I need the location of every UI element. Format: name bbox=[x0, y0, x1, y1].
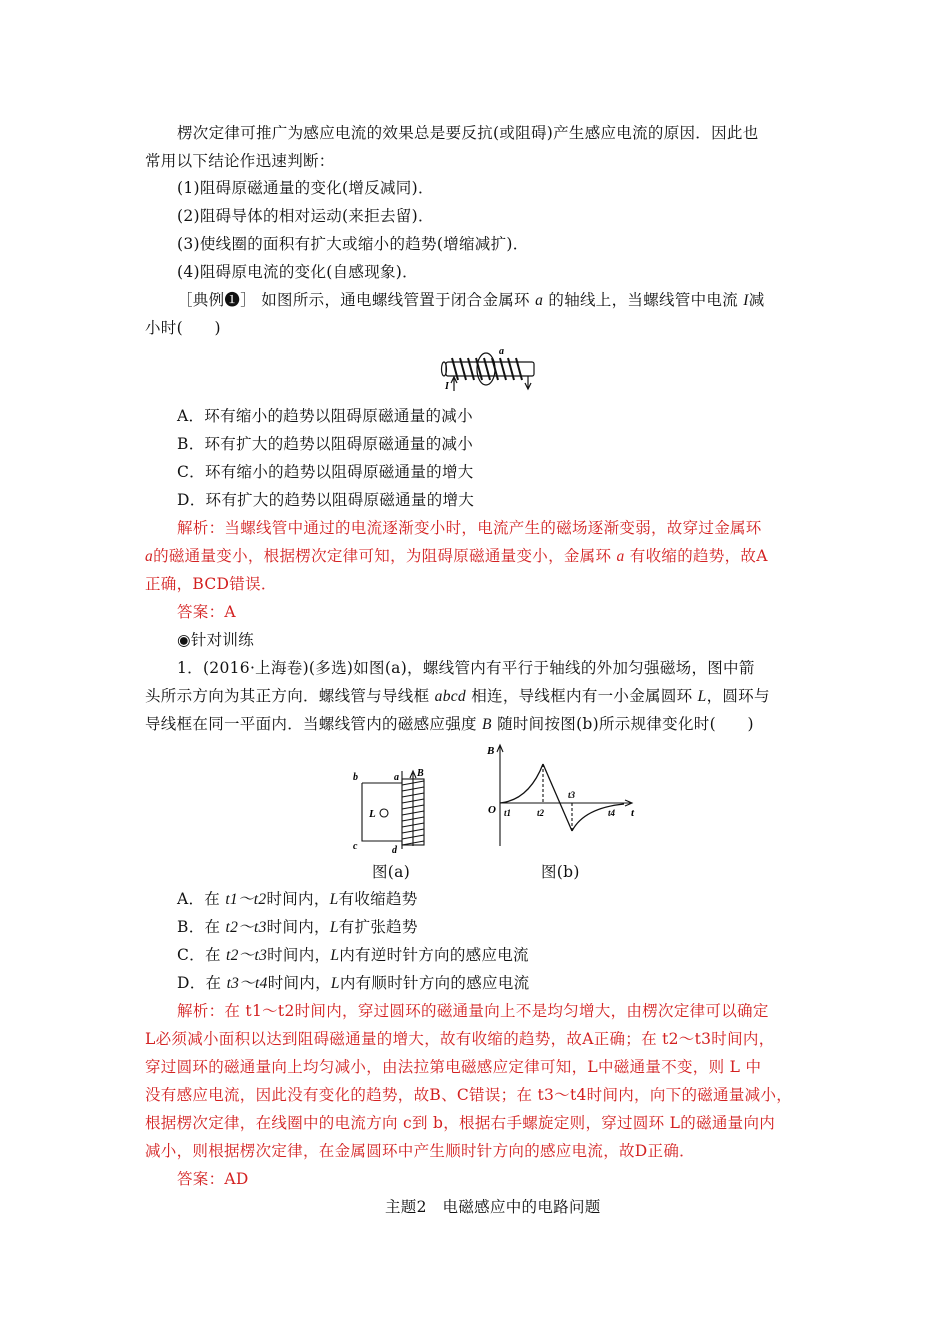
analysis-text: 有收缩的趋势，故A bbox=[629, 547, 768, 565]
example-tag: ［典例❶］ bbox=[177, 291, 257, 309]
option-prefix: C．在 bbox=[177, 946, 221, 964]
training-q1-line-2 bbox=[145, 686, 770, 707]
example1-option-a: A．环有缩小的趋势以阻碍原磁通量的减小 bbox=[177, 407, 473, 425]
var-a: a bbox=[535, 292, 544, 309]
question-text: 随时间按图(b)所示规律变化时( ) bbox=[497, 715, 754, 733]
answer-value: A bbox=[224, 603, 236, 621]
example1-option-c: C．环有缩小的趋势以阻碍原磁通量的增大 bbox=[177, 463, 474, 481]
example1-question-line-1 bbox=[177, 290, 765, 311]
training-option-b bbox=[177, 917, 418, 938]
intro-line-2: 常用以下结论作迅速判断： bbox=[145, 152, 335, 170]
question-text: ，圆环与 bbox=[706, 687, 770, 705]
example1-analysis-line-2 bbox=[145, 546, 768, 567]
intro-item-2: (2)阻碍导体的相对运动(来拒去留)． bbox=[177, 207, 434, 225]
label-L: L bbox=[369, 808, 376, 820]
label-d: d bbox=[392, 845, 397, 855]
curve-recover bbox=[572, 804, 624, 831]
analysis-text: 当螺线管中通过的电流逐渐变小时，电流产生的磁场逐渐变弱，故穿过金属环 bbox=[224, 519, 762, 537]
label-I: I bbox=[445, 381, 449, 392]
label-a: a bbox=[499, 346, 504, 357]
training-analysis-line-1 bbox=[177, 1001, 769, 1021]
label-b: b bbox=[353, 772, 358, 783]
metal-ring-L bbox=[380, 809, 388, 817]
var-a: a bbox=[145, 548, 154, 565]
question-text: 导线框在同一平面内．当螺线管内的磁感应强度 bbox=[145, 715, 477, 733]
question-text: 头所示方向为其正方向．螺线管与导线框 bbox=[145, 687, 430, 705]
example1-option-b: B．环有扩大的趋势以阻碍原磁通量的减小 bbox=[177, 435, 474, 453]
var-L: L bbox=[330, 975, 340, 992]
question-text: 如图所示，通电螺线管置于闭合金属环 bbox=[261, 291, 530, 309]
analysis-label: 解析： bbox=[177, 519, 225, 537]
answer-label: 答案： bbox=[177, 1170, 225, 1188]
figure-a-caption: 图(a) bbox=[372, 863, 411, 881]
label-c: c bbox=[353, 841, 358, 852]
time-range: t3～t4 bbox=[226, 975, 268, 992]
question-text: 减 bbox=[748, 291, 765, 309]
var-L: L bbox=[697, 688, 707, 705]
label-a: a bbox=[394, 772, 399, 783]
var-L: L bbox=[329, 891, 339, 908]
var-L: L bbox=[330, 947, 340, 964]
var-B: B bbox=[482, 716, 492, 733]
training-analysis-line-4: 没有感应电流，因此没有变化的趋势，故B、C错误；在 t3～t4时间内，向下的磁通量减小， bbox=[145, 1086, 793, 1104]
analysis-text: 的磁通量变小，根据楞次定律可知，为阻碍原磁通量变小，金属环 bbox=[153, 547, 612, 565]
intro-line-1: 楞次定律可推广为感应电流的效果总是要反抗(或阻碍)产生感应电流的原因．因此也 bbox=[177, 124, 759, 142]
example1-option-d: D．环有扩大的趋势以阻碍原磁通量的增大 bbox=[177, 491, 475, 509]
time-range: t1～t2 bbox=[225, 891, 267, 908]
option-text: 时间内， bbox=[267, 946, 331, 964]
intro-item-4: (4)阻碍原电流的变化(自感现象)． bbox=[177, 263, 418, 281]
question-text: 相连，导线框内有一小金属圆环 bbox=[471, 687, 693, 705]
option-text: 内有顺时针方向的感应电流 bbox=[339, 974, 530, 992]
next-topic-heading: 主题2 电磁感应中的电路问题 bbox=[385, 1198, 601, 1216]
figure-b-graph bbox=[484, 740, 644, 852]
option-text: 时间内， bbox=[266, 890, 330, 908]
training-analysis-line-2: L必须减小面积以达到阻碍磁通量的增大，故有收缩的趋势，故A正确；在 t2～t3时间内， bbox=[145, 1030, 775, 1048]
option-text: 内有逆时针方向的感应电流 bbox=[339, 946, 529, 964]
label-t4: t4 bbox=[608, 808, 616, 818]
solenoid-coil bbox=[452, 358, 522, 380]
example1-analysis-line-1 bbox=[177, 518, 762, 538]
training-analysis-line-5: 根据楞次定律，在线圈中的电流方向 c到 b，根据右手螺旋定则，穿过圆环 L的磁通量向内 bbox=[145, 1114, 776, 1132]
var-a: a bbox=[616, 548, 625, 565]
intro-item-3: (3)使线圈的面积有扩大或缩小的趋势(增缩减扩)． bbox=[177, 235, 529, 253]
analysis-label: 解析： bbox=[177, 1002, 225, 1020]
option-text: 时间内， bbox=[266, 918, 330, 936]
example1-analysis-line-3: 正确，BCD错误． bbox=[145, 575, 277, 593]
label-t2: t2 bbox=[537, 808, 545, 818]
option-text: 有收缩趋势 bbox=[338, 890, 418, 908]
training-q1-line-3 bbox=[145, 714, 754, 735]
training-q1-line-1: 1．(2016·上海卷)(多选)如图(a)，螺线管内有平行于轴线的外加匀强磁场，图中箭 bbox=[177, 659, 755, 677]
time-range: t2～t3 bbox=[226, 947, 268, 964]
solenoid-ring-figure bbox=[438, 345, 544, 395]
var-abcd: abcd bbox=[434, 688, 466, 705]
label-B: B bbox=[417, 768, 424, 779]
option-text: 有扩张趋势 bbox=[338, 918, 418, 936]
curve-rise bbox=[500, 764, 543, 803]
figure-b-caption: 图(b) bbox=[541, 863, 580, 881]
figure-a-circuit bbox=[350, 763, 440, 855]
training-answer bbox=[177, 1169, 249, 1189]
label-t1: t1 bbox=[504, 808, 512, 818]
training-header: ◉针对训练 bbox=[177, 631, 255, 649]
training-option-d bbox=[177, 973, 529, 994]
question-text: 的轴线上，当螺线管中电流 bbox=[548, 291, 738, 309]
training-option-a bbox=[177, 889, 418, 910]
training-analysis-line-3: 穿过圆环的磁通量向上均匀减小，由法拉第电磁感应定律可知，L中磁通量不变，则 L 中 bbox=[145, 1058, 762, 1076]
option-text: 时间内， bbox=[267, 974, 331, 992]
label-t: t bbox=[631, 807, 635, 819]
example1-answer bbox=[177, 602, 236, 622]
intro-item-1: (1)阻碍原磁通量的变化(增反减同)． bbox=[177, 179, 434, 197]
var-L: L bbox=[329, 919, 339, 936]
analysis-text: 在 t1～t2时间内，穿过圆环的磁通量向上不是均匀增大，由楞次定律可以确定 bbox=[224, 1002, 769, 1020]
label-t3: t3 bbox=[568, 790, 576, 800]
training-analysis-line-6: 减小，则根据楞次定律，在金属圆环中产生顺时针方向的感应电流，故D正确． bbox=[145, 1142, 695, 1160]
answer-value: AD bbox=[224, 1170, 249, 1188]
label-O: O bbox=[488, 804, 496, 816]
answer-label: 答案： bbox=[177, 603, 225, 621]
example1-question-line-2: 小时( ) bbox=[145, 319, 221, 337]
training-option-c bbox=[177, 945, 529, 966]
time-range: t2～t3 bbox=[225, 919, 267, 936]
option-prefix: A．在 bbox=[177, 890, 221, 908]
label-B: B bbox=[487, 745, 495, 757]
option-prefix: B．在 bbox=[177, 918, 221, 936]
var-I: I bbox=[743, 292, 749, 309]
option-prefix: D．在 bbox=[177, 974, 222, 992]
